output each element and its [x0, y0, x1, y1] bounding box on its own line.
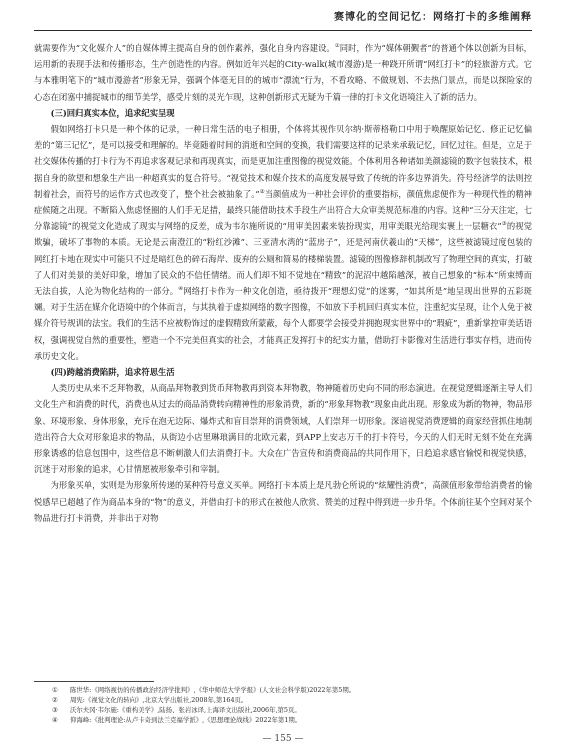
footnote-mark: ①: [52, 686, 58, 694]
footnotes-rule: [34, 681, 154, 682]
paragraph: 假如网络打卡只是一种个体的记录，一种日常生活的电子相册，个体将其视作贝尔纳·斯蒂格勒口中用于唤醒原始记忆、修正记忆偏差的“第三记忆”，是可以接受和理解的。毕竟随着时间的消逝和空间的变换，我们需要这样的记录来承载记忆，回忆过往。但是，立足于社交媒体传播的打卡行为不再追求客观记录和再现真实，而是更加注重图像的视觉效能。个体利用各种诸如美颜滤镜的数字包装技术，根据自身的欲望和想象生产出一种超真实的复合符号。“视觉技术和媒介技术的高度发展导致了传统的许多边界消失。符号经济学的法则控制着社会，而符号的运作方式也改变了，整个社会被抽象了。”②当颜值成为一种社会评价的重要指标，颜值焦虑便作为一种现代性的精神症候随之出现。不断陷入焦虑怪圈的人们手无足措，最终只能借助技术手段生产出符合大众审美规范标准的内容。这种“三分天注定，七分靠滤镜”的视觉文化造成了现实与网络的反差，成为韦尔施所说的“用审美因素来装扮现实，用审美眼光给现实裹上一层糖衣”③的视觉欺骗，破坏了事物的本质。无论是云南澄江的“粉红沙滩”、三亚清水湾的“蓝房子”，还是河南伏羲山的“天梯”，这些被滤镜过度包装的网红打卡地在现实中可能只不过是暗红色的碎石海岸、废弃的公厕和简易的楼梯装置。滤镜的图像修辞机制改写了物理空间的真实，打破了人们对美景的美好印象，增加了民众的不信任情绪。而人们却不知不觉地在“精致”的泥沼中越陷越深，被自己想象的“标本”所束缚而无法自拔，人沦为物化结构的一部分。④网络打卡作为一种文化创造，亟待拨开“理想幻觉”的迷雾，“如其所是”地呈现出世界的五彩斑斓。对于生活在媒介化语境中的个体而言，与其执着于虚拟网络的数字图像，不如放下手机回归真实本位，注重纪实呈现，让个人免于被媒介符号规训的法宝。我们的生活不应被粉饰过的虚假精致所蒙蔽，每个人都要学会接受并拥抱现实世界中的“瑕疵”，重新掌控审美话语权，强调视觉自然的重要性，塑造一个不完美但真实的社会，才能真正发挥打卡的纪实力量，借助打卡影像对生活进行事实存档，进而传承历史文化。: [34, 124, 533, 361]
header-rule: [34, 30, 532, 31]
article-body: [34, 40, 532, 526]
footnotes: [34, 685, 532, 725]
paragraph: 就需要作为“文化媒介人”的自媒体博主提高自身的创作素养，强化自身内容建设。①同时，作为“媒体朝觐者”的普通个体以创新为目标，运用新的表现手法和传播形态，生产创造性的内容。例如近年兴起的City-walk(城市漫游)是一种跷开所谓“网红打卡”的轻旅游方式。它与本雅明笔下的“城市漫游者”形象无异，强调个体毫无目的的城市“漂流”行为，不看攻略、不做规划、不去热门景点，而是以探险家的心态在闭塞中捕捉城市的细节美学，感受片刻的灵光乍现，这种创新形式无疑为千篇一律的打卡文化语境注入了新的活力。: [34, 43, 532, 102]
footnote-text: 仰海峰:《批判理论:从卢卡奇到法兰克福学派》,《思想理论战线》2022年第1期。: [70, 716, 302, 724]
footnote-ref[interactable]: ①: [334, 43, 340, 50]
paragraph: 为形象买单，实则是为形象所传递的某种符号意义买单。网络打卡本质上是凡勃仑所说的“炫耀性消费”，高颜值形象带给消费者的愉悦感早已超越了作为商品本身的“物”的意义，并借由打卡的形式在被他人欣赏、赞美的过程中得到进一步升华。个体前往某个空间对某个物品进行打卡消费，并非出于对物: [34, 480, 533, 523]
running-head-title: 赛博化的空间记忆：网络打卡的多维阐释: [334, 12, 532, 23]
section-heading: (四)跨越消费陷阱，追求符思生活: [50, 367, 175, 378]
footnote-ref[interactable]: ②: [259, 189, 265, 196]
footnote-text: 周宪:《视觉文化的转向》,北京大学出版社,2008年,第164页。: [70, 696, 248, 704]
footnote-ref[interactable]: ④: [178, 286, 184, 293]
page-number: — 155 —: [262, 734, 304, 744]
footnote-item: [34, 685, 532, 695]
footnote-mark: ④: [52, 716, 58, 724]
paragraph: 人类历史从来不乏拜物教，从商品拜物教到货币拜物教再到资本拜物教，物神随着历史向不同的形态演进。在视觉逻辑逐渐主导人们文化生产和消费的时代，消费也从过去的商品消费转向精神性的形象消费，新的“形象拜物教”现象由此出现。形象成为新的物神，物品形象、环境形象、身体形象，充斥在泡无边际、爆炸式和盲目崇拜的消费领域，人们崇拜一切形象。深谙视觉消费逻辑的商家经营抓住地制造出符合大众对形象追求的物品，从街边小店里琳琅满目的北欧元素，到APP上安志万千的打卡符号，今天的人们无时无刻不处在充满形象诱惑的信息包围中，这些信息不断刺激人们去消费打卡。大众在广告宣传和消费商品的共同作用下，日趋追求感官愉悦和视觉快感，沉迷于对形象的追求，心甘情愿被形象牵引和宰制。: [34, 383, 533, 475]
footnote-text: 陈世华:《网络视仿的传播政治经济学批判》,《华中师范大学学报》(人文社会科学版)2022年第5期。: [70, 686, 356, 694]
footnote-text: 沃尔夫冈·韦尔施:《重构美学》,陆扬、张岩冰译,上海译文出版社,2006年,第5页。: [70, 706, 301, 714]
footnote-item: [34, 695, 532, 705]
footnote-item: [34, 715, 532, 725]
section-heading: (三)回归真实本位，追求纪实呈现: [50, 107, 175, 118]
footnote-item: [34, 705, 532, 715]
footnote-ref[interactable]: ③: [501, 221, 507, 228]
footnote-mark: ②: [52, 696, 58, 704]
footnote-mark: ③: [52, 706, 58, 714]
